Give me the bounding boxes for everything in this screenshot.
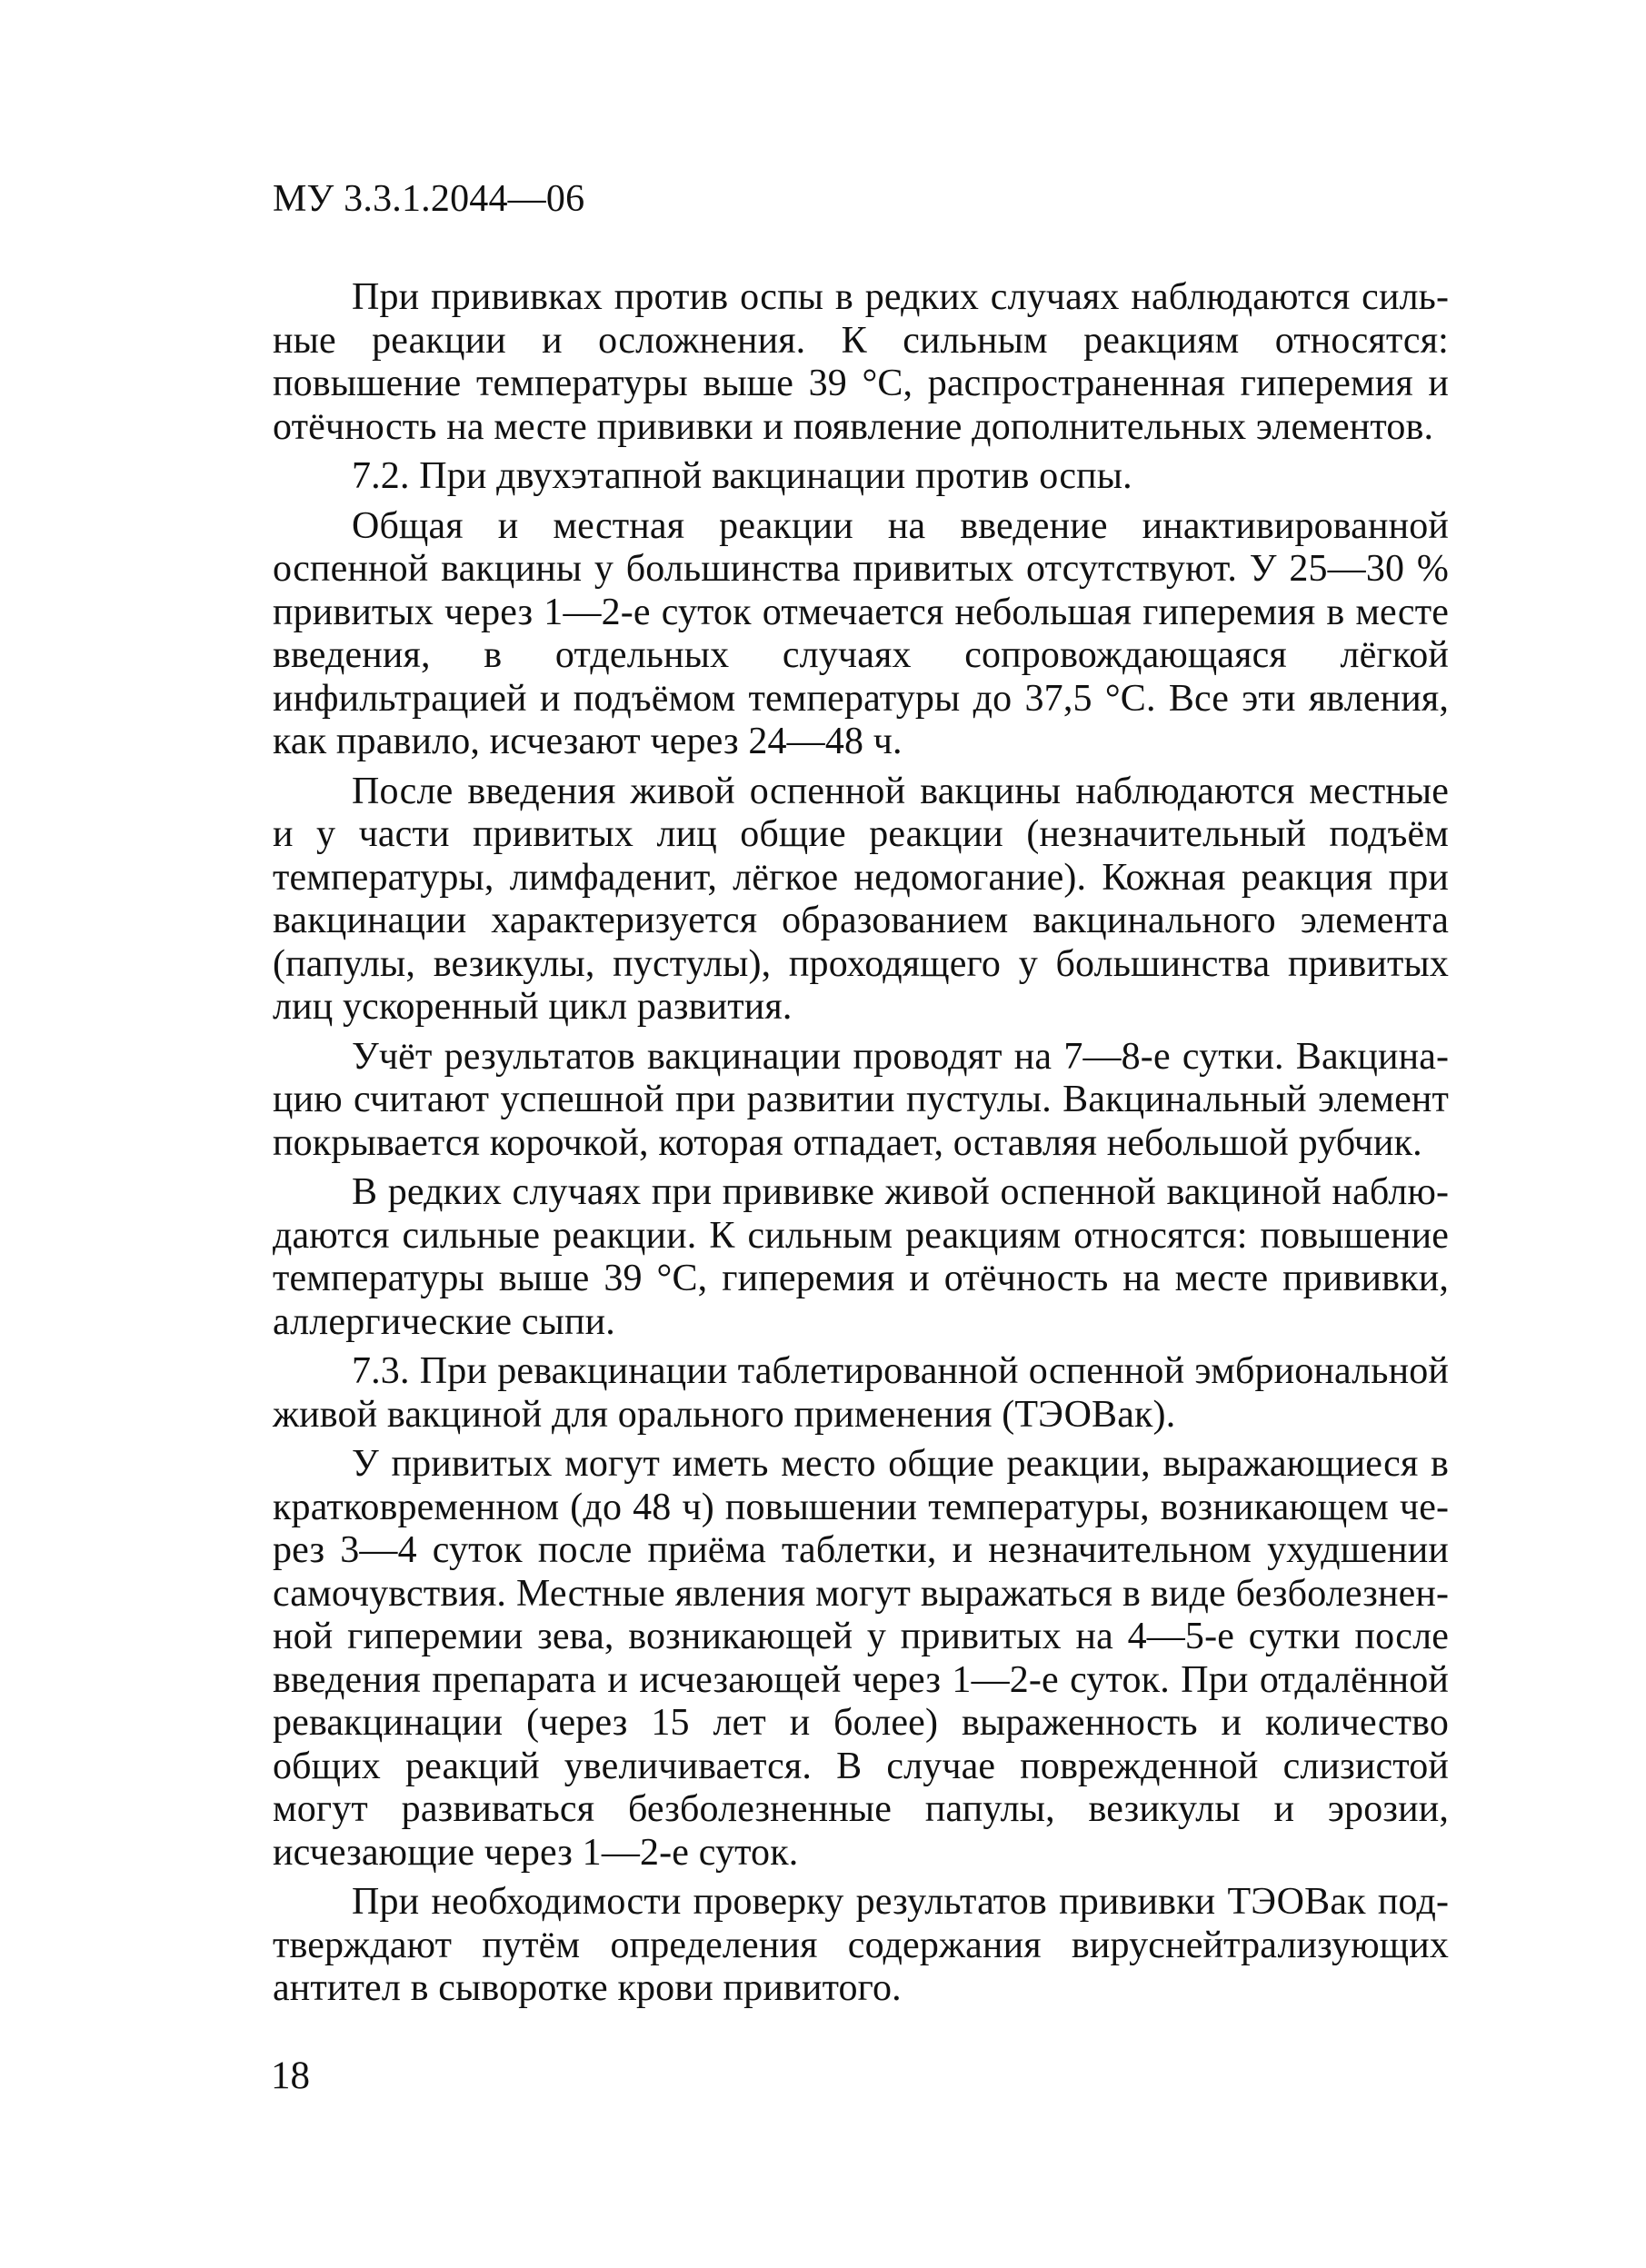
document-code: МУ 3.3.1.2044—06	[273, 178, 585, 220]
main-text	[273, 276, 1449, 2017]
paragraph-vaccination-results: Учёт результатов вакцинации проводят на 7—8-е сутки. Вакцинацию считают успешной при развитии пустулы. Вакцинальный элемент покрывается корочкой, которая отпадает, оставляя небольшой рубчик.	[273, 1035, 1449, 1164]
paragraph-teovak-check: При необходимости проверку результатов прививки ТЭОВак подтверждают путём определения содержания вируснейтрализующих антител в сыворотке крови привитого.	[273, 1881, 1449, 2009]
paragraph-teovak-reactions: У привитых могут иметь место общие реакции, выражающиеся в кратковременном (до 48 ч) повышении температуры, возникающем через 3—4 суток после приёма таблетки, и незначительном ухудшении самочувствия. Местные явления могут выражаться в виде безболезненной гиперемии зева, возникающей у привитых на 4—5-е сутки после введения препарата и исчезающей через 1—2-е суток. При отдалённой ревакцинации (через 15 лет и более) выраженность и количество общих реакций увеличивается. В случае поврежденной слизистой могут развиваться безболезненные папулы, везикулы и эрозии, исчезающие через 1—2-е суток.	[273, 1443, 1449, 1874]
page-number: 18	[271, 2054, 310, 2097]
paragraph-smallpox-reactions: При прививках против оспы в редких случаях наблюдаются сильные реакции и осложнения. К сильным реакциям относятся: повышение температуры выше 39 °С, распространенная гиперемия и отёчность на месте прививки и появление дополнительных элементов.	[273, 276, 1449, 448]
paragraph-inactivated-vaccine: Общая и местная реакции на введение инактивированной оспенной вакцины у большинства привитых отсутствуют. У 25—30 % привитых через 1—2-е суток отмечается небольшая гиперемия в месте введения, в отдельных случаях сопровождающаяся лёгкой инфильтрацией и подъёмом температуры до 37,5 °С. Все эти явления, как правило, исчезают через 24—48 ч.	[273, 504, 1449, 762]
paragraph-strong-reactions: В редких случаях при прививке живой оспенной вакциной наблюдаются сильные реакции. К сильным реакциям относятся: повышение температуры выше 39 °С, гиперемия и отёчность на месте прививки, аллергические сыпи.	[273, 1171, 1449, 1343]
section-heading-7-2: 7.2. При двухэтапной вакцинации против оспы.	[352, 455, 1132, 497]
section-heading-7-3: 7.3. При ревакцинации таблетированной оспенной эмбриональной живой вакциной для орального применения (ТЭОВак).	[273, 1350, 1449, 1436]
paragraph-live-vaccine: После введения живой оспенной вакцины наблюдаются местные и у части привитых лиц общие реакции (незначительный подъём температуры, лимфаденит, лёгкое недомогание). Кожная реакция при вакцинации характеризуется образованием вакцинального элемента (папулы, везикулы, пустулы), проходящего у большинства привитых лиц ускоренный цикл развития.	[273, 770, 1449, 1028]
